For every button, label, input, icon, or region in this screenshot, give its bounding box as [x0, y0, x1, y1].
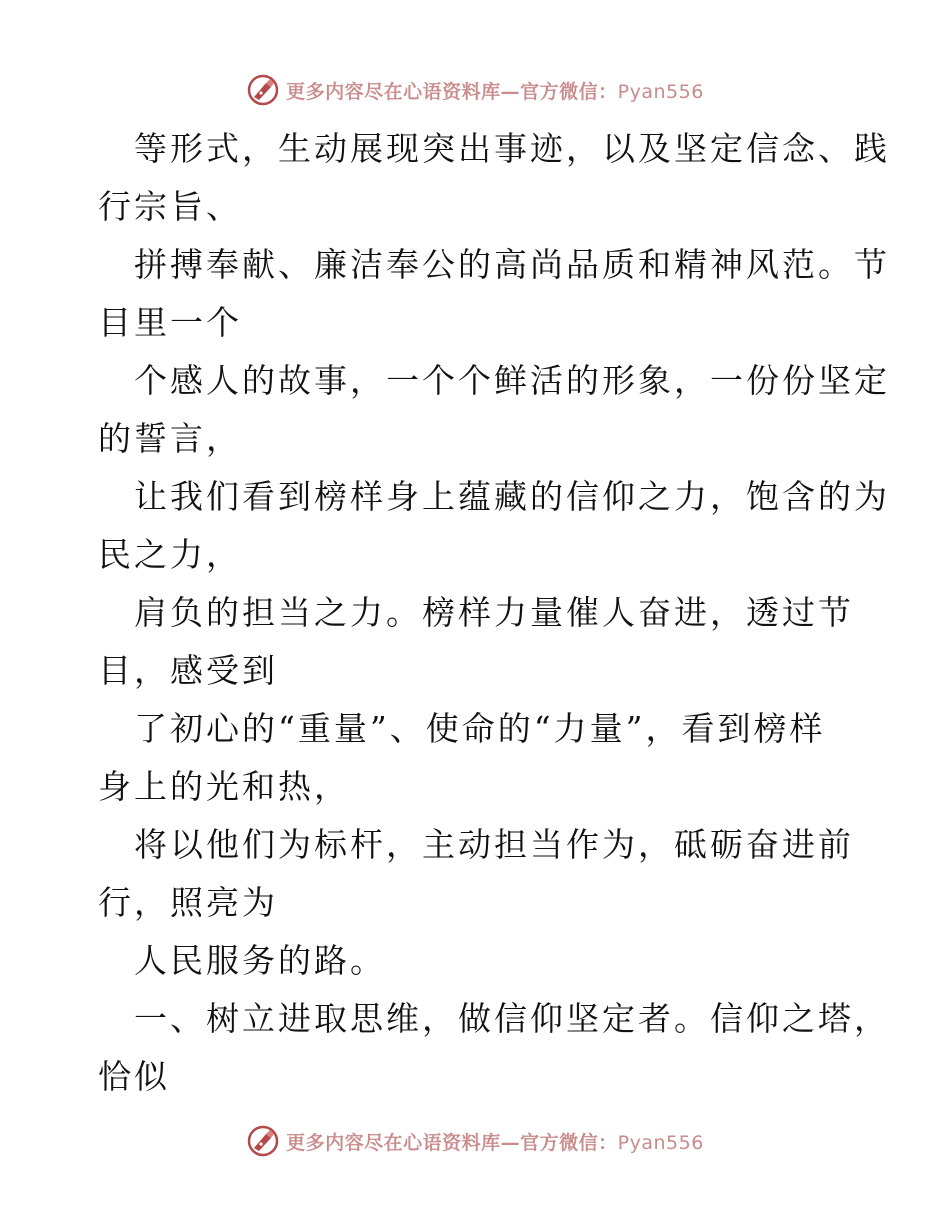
header-watermark-label: 更多内容尽在心语资料库—官方微信： [286, 80, 618, 103]
body-line: 恰似 [98, 1057, 170, 1096]
body-line: 人民服务的路。 [134, 941, 386, 980]
body-line: 身上的光和热， [98, 767, 350, 806]
body-line: 等形式，生动展现突出事迹，以及坚定信念、践 [134, 129, 890, 168]
body-line: 目里一个 [98, 303, 242, 342]
body-line: 行，照亮为 [98, 883, 278, 922]
body-line: 个感人的故事，一个个鲜活的形象，一份份坚定 [134, 361, 890, 400]
body-line: 目，感受到 [98, 651, 278, 690]
footer-watermark [0, 1119, 950, 1163]
pen-nib-logo-icon [246, 1124, 280, 1158]
footer-watermark-inner [246, 1124, 704, 1158]
body-line: 行宗旨、 [98, 187, 242, 226]
document-body [98, 120, 890, 1106]
header-watermark-text [286, 77, 704, 104]
body-line: 肩负的担当之力。榜样力量催人奋进，透过节 [134, 593, 854, 632]
header-watermark-inner [246, 73, 704, 107]
body-line: 了初心的“重量”、使命的“力量”，看到榜样 [134, 709, 826, 748]
footer-watermark-account: Pyan556 [617, 1131, 704, 1154]
footer-watermark-text [286, 1128, 704, 1155]
body-line: 一、树立进取思维，做信仰坚定者。信仰之塔， [134, 999, 890, 1038]
header-watermark [0, 68, 950, 112]
footer-watermark-label: 更多内容尽在心语资料库—官方微信： [286, 1131, 618, 1154]
body-line: 拼搏奉献、廉洁奉公的高尚品质和精神风范。节 [134, 245, 890, 284]
body-line: 将以他们为标杆，主动担当作为，砥砺奋进前 [134, 825, 854, 864]
header-watermark-account: Pyan556 [617, 80, 704, 103]
pen-nib-logo-icon [246, 73, 280, 107]
body-line: 民之力， [98, 535, 242, 574]
body-line: 让我们看到榜样身上蕴藏的信仰之力，饱含的为 [134, 477, 890, 516]
body-line: 的誓言， [98, 419, 242, 458]
